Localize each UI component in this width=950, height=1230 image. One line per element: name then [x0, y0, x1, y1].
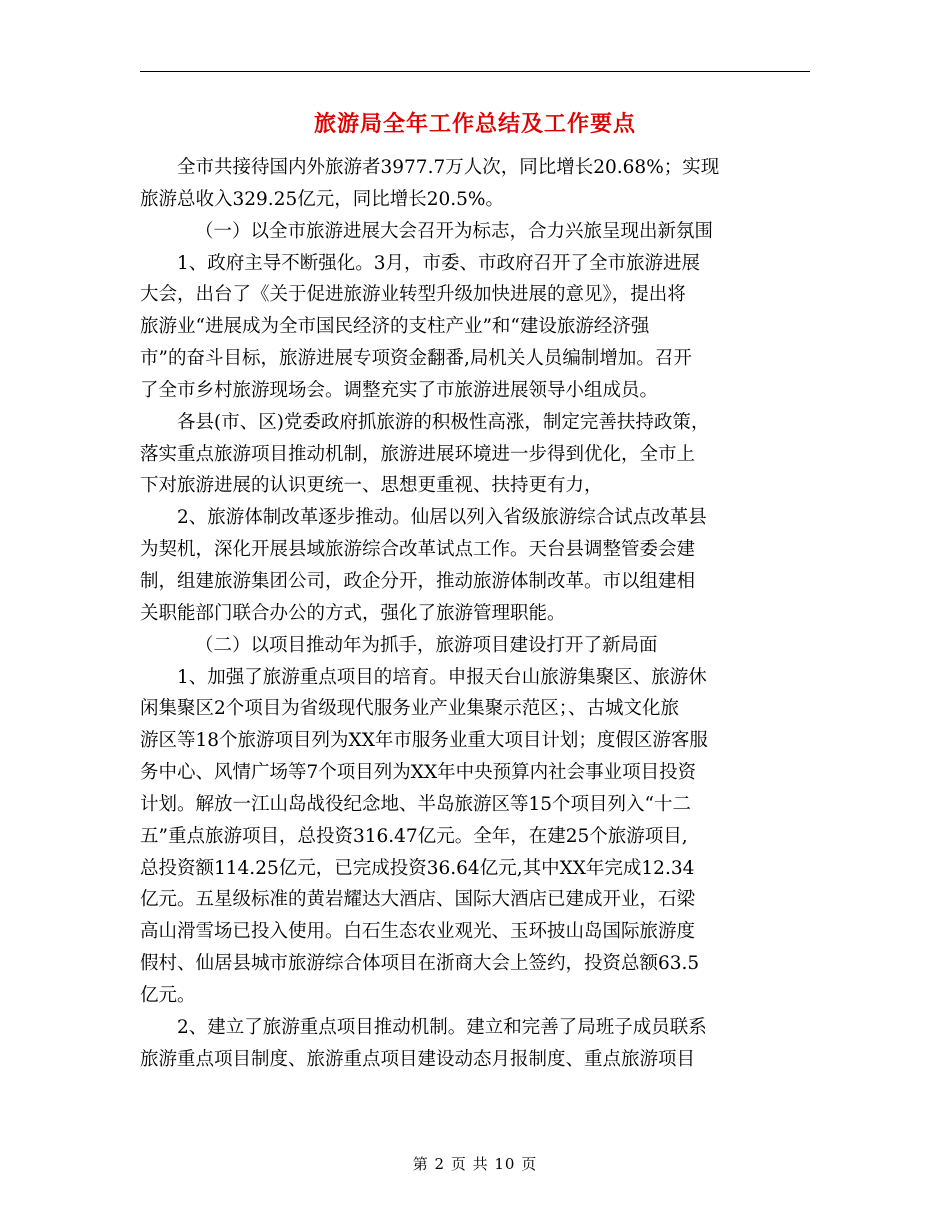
- body-line: 旅游业“进展成为全市国民经济的支柱产业”和“建设旅游经济强: [140, 316, 650, 338]
- body-line: 总投资额114.25亿元，已完成投资36.64亿元,其中XX年完成12.34: [140, 857, 695, 879]
- body-line: 1、政府主导不断强化。3月，市委、市政府召开了全市旅游进展: [177, 252, 701, 274]
- body-line: 了全市乡村旅游现场会。调整充实了市旅游进展领导小组成员。: [140, 379, 659, 401]
- body-line: 假村、仙居县城市旅游综合体项目在浙商大会上签约，投资总额63.5: [140, 953, 700, 975]
- body-line: 旅游重点项目制度、旅游重点项目建设动态月报制度、重点旅游项目: [140, 1048, 696, 1070]
- body-line: 五”重点旅游项目，总投资316.47亿元。全年，在建25个旅游项目,: [140, 825, 688, 847]
- body-line: 亿元。: [140, 984, 196, 1006]
- body-line: 制，组建旅游集团公司，政企分开，推动旅游体制改革。市以组建相: [140, 570, 696, 592]
- body-line: 1、加强了旅游重点项目的培育。申报天台山旅游集聚区、旅游休: [177, 666, 707, 688]
- body-line: 市”的奋斗目标，旅游进展专项资金翻番,局机关人员编制增加。召开: [140, 348, 692, 370]
- body-line: 亿元。五星级标准的黄岩耀达大酒店、国际大酒店已建成开业，石梁: [140, 889, 696, 911]
- body-line: 游区等18个旅游项目列为XX年市服务业重大项目计划；度假区游客服: [140, 730, 708, 752]
- body-line: 落实重点旅游项目推动机制，旅游进展环境进一步得到优化，全市上: [140, 443, 696, 465]
- body-line: 2、建立了旅游重点项目推动机制。建立和完善了局班子成员联系: [177, 1016, 707, 1038]
- section-heading: （二）以项目推动年为抓手，旅游项目建设打开了新局面: [195, 634, 658, 656]
- body-line: 为契机，深化开展县域旅游综合改革试点工作。天台县调整管委会建: [140, 539, 696, 561]
- body-line: 关职能部门联合办公的方式，强化了旅游管理职能。: [140, 602, 566, 624]
- body-line: 大会，出台了《关于促进旅游业转型升级加快进展的意见》，提出将: [140, 284, 686, 306]
- body-line: 务中心、风情广场等7个项目列为XX年中央预算内社会事业项目投资: [140, 762, 697, 784]
- body-line: 下对旅游进展的认识更统一、思想更重视、扶持更有力，: [140, 475, 603, 497]
- document-title: 旅游局全年工作总结及工作要点: [313, 111, 636, 137]
- page-number-footer: 第 2 页 共 10 页: [412, 1155, 538, 1173]
- body-line: 旅游总收入329.25亿元，同比增长20.5%。: [140, 188, 505, 210]
- body-line: 闲集聚区2个项目为省级现代服务业产业集聚示范区；、古城文化旅: [140, 698, 680, 720]
- section-heading: （一）以全市旅游进展大会召开为标志，合力兴旅呈现出新氛围: [195, 220, 714, 242]
- body-line: 计划。解放一江山岛战役纪念地、半岛旅游区等15个项目列入“十二: [140, 793, 692, 815]
- body-line: 全市共接待国内外旅游者3977.7万人次，同比增长20.68%；实现: [177, 157, 720, 178]
- header-rule: [140, 71, 810, 72]
- body-line: 2、旅游体制改革逐步推动。仙居以列入省级旅游综合试点改革县: [177, 507, 707, 529]
- document-body: [140, 152, 812, 1075]
- body-line: 高山滑雪场已投入使用。白石生态农业观光、玉环披山岛国际旅游度: [140, 921, 696, 943]
- body-line: 各县(市、区)党委政府抓旅游的积极性高涨，制定完善扶持政策，: [177, 411, 710, 433]
